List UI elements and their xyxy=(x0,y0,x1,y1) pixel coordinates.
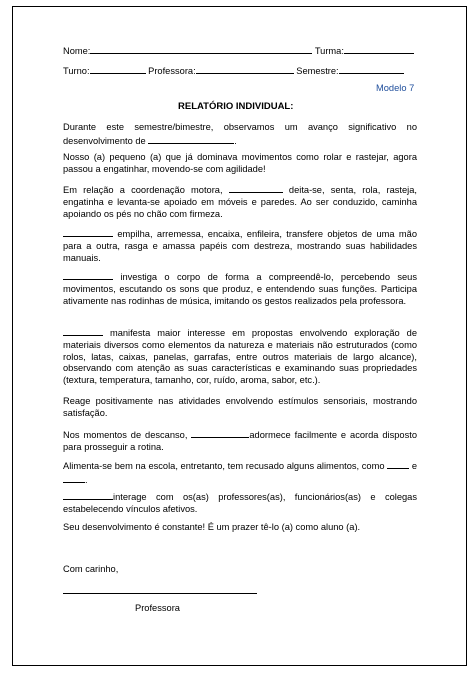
professora-field[interactable] xyxy=(196,64,294,74)
blank-name-5[interactable] xyxy=(191,428,249,438)
p1-text: Durante este semestre/bimestre, observamos um avanço significativo no desenvolvimento de xyxy=(63,122,417,146)
blank-name-2[interactable] xyxy=(63,227,113,237)
p4-text: empilha, arremessa, encaixa, enfileira, transfere objetos de uma mão para a outra, rasga e amassa papéis com destreza, mostrando suas habilidades manuais. xyxy=(63,229,418,263)
turno-label: Turno: xyxy=(63,66,90,76)
paragraph-9 xyxy=(63,459,417,487)
p9-text: Alimenta-se bem na escola, entretanto, tem recusado alguns alimentos, como xyxy=(63,461,385,471)
p3-text-b: deita-se, senta, rola, rasteja, engatinha e levanta-se apoiado em móveis e paredes. Ao ser conduzido, caminha apoiando os pés no chão com firmeza. xyxy=(63,185,417,219)
paragraph-3 xyxy=(63,183,417,220)
blank-development[interactable] xyxy=(148,134,234,144)
semestre-field[interactable] xyxy=(339,64,404,74)
document-title: RELATÓRIO INDIVIDUAL: xyxy=(178,101,294,112)
p8-text-b: adormece facilmente e acorda disposto para prosseguir a rotina. xyxy=(63,430,418,452)
paragraph-10 xyxy=(63,490,417,516)
turma-field[interactable] xyxy=(344,44,414,54)
paragraph-8 xyxy=(63,428,417,454)
nome-label: Nome: xyxy=(63,46,91,56)
paragraph-11: Seu desenvolvimento é constante! É um prazer tê-lo (a) como aluno (a). xyxy=(63,522,361,532)
p3-text-a: Em relação a coordenação motora, xyxy=(63,185,223,195)
blank-name-3[interactable] xyxy=(63,270,113,280)
paragraph-1 xyxy=(63,122,417,148)
blank-name-1[interactable] xyxy=(229,183,283,193)
p10-text: interage com os(as) professores(as), funcionários(as) e colegas estabelecendo vínculos afetivos. xyxy=(63,492,417,514)
p8-text-a: Nos momentos de descanso, xyxy=(63,430,188,440)
paragraph-6 xyxy=(63,326,417,387)
nome-field[interactable] xyxy=(90,44,312,54)
modelo-label: Modelo 7 xyxy=(376,83,415,93)
p6-text: manifesta maior interesse em propostas envolvendo exploração de materiais diversos como elementos da natureza e materiais não estruturados (como rolos, latas, caixas, panelas, garrafas, entre outros materiais de largo alcance), observando com atenção as suas características e examinando suas propriedades (textura, temperatura, tamanho, cor, ruído, aroma, sabor, etc.). xyxy=(63,328,417,386)
paragraph-4 xyxy=(63,227,417,264)
turno-field[interactable] xyxy=(90,64,146,74)
closing-text: Com carinho, xyxy=(63,564,119,574)
blank-food-2[interactable] xyxy=(63,473,85,483)
blank-name-4[interactable] xyxy=(63,326,103,336)
turno-row xyxy=(63,64,404,77)
p9-end: . xyxy=(85,474,88,485)
semestre-label: Semestre: xyxy=(296,66,339,76)
p1-end: . xyxy=(234,135,237,146)
signature-line[interactable] xyxy=(63,593,257,594)
paragraph-2: Nosso (a) pequeno (a) que já dominava movimentos como rolar e rastejar, agora passou a engatinhar, movendo-se com agilidade! xyxy=(63,152,417,174)
paragraph-5 xyxy=(63,270,417,307)
p9-and: e xyxy=(411,461,417,471)
turma-label: Turma: xyxy=(314,46,344,56)
professora-label: Professora: xyxy=(148,66,196,76)
signature-label: Professora xyxy=(135,603,180,613)
blank-name-6[interactable] xyxy=(63,490,113,500)
blank-food-1[interactable] xyxy=(387,459,409,469)
p5-text: investiga o corpo de forma a compreendê-lo, percebendo seus movimentos, escutando os sons que produz, e entendendo suas funções. Participa ativamente nas rodinhas de música, imitando os gestos realizados pela professora. xyxy=(63,272,417,306)
paragraph-7: Reage positivamente nas atividades envolvendo estímulos sensoriais, mostrando satisfação. xyxy=(63,396,417,418)
nome-row xyxy=(63,44,414,57)
